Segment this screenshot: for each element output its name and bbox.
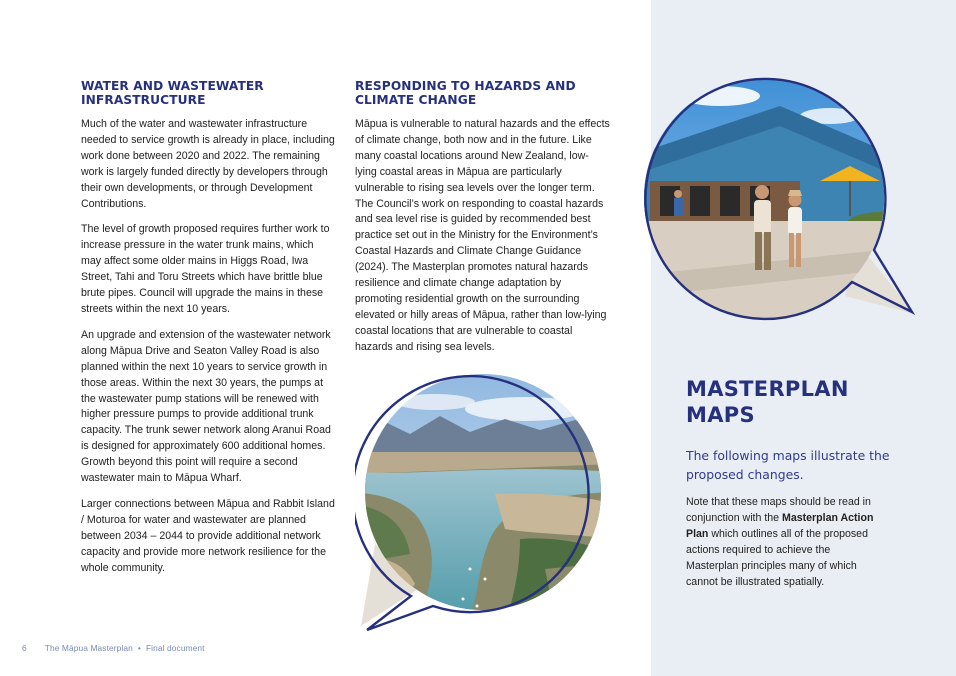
water-paragraph-2: The level of growth proposed requires further work to increase pressure in the water trunk mains, which may affect some older mains in Higgs Road, Iwa Street, Tahi and Toru Streets which have brittle blue brute pipes. Council will upgrade the mains in these streets within the next 10 years.: [81, 223, 330, 315]
masterplan-note: [686, 494, 876, 590]
water-paragraph-1: Much of the water and wastewater infrastructure needed to service growth is already in place, including work done between 2020 and 2022. The remaining work is largely funded directly by developers through their own developments, or through Development Contributions.: [81, 118, 335, 210]
estuary-aerial-photo: [355, 364, 615, 636]
page-number: 6: [22, 643, 27, 653]
masterplan-title-line-2: MAPS: [686, 403, 755, 427]
water-infrastructure-heading: WATER AND WASTEWATER INFRASTRUCTURE: [81, 79, 264, 107]
page-footer: [22, 643, 205, 653]
water-paragraph-4: Larger connections between Māpua and Rabbit Island / Moturoa for water and wastewater are planned between 2034 – 2044 to provide additional network capacity and provide more network resilience for the whole community.: [81, 497, 335, 574]
water-paragraph-3: An upgrade and extension of the wastewater network along Māpua Drive and Seaton Valley Road is also planned within the next 10 years to service growth in those areas. Within the next 30 years, the pumps at the wastewater pump stations will be renewed with higher pressure pumps to provide additional trunk capacity. The trunk sewer network along Aranui Road is designed for approximately 600 additional homes. Growth beyond this point will require a second wastewater main to Māpua Wharf.: [81, 328, 331, 485]
wharf-walkers-photo: [630, 76, 920, 338]
masterplan-note-pre: Note that these maps should be read in conjunction with the: [686, 496, 871, 524]
hazards-paragraph-1: Māpua is vulnerable to natural hazards and the effects of climate change, both now and in the future. Like many coastal locations around New Zealand, low-lying coastal areas in Māpua are particularly vulnerable to rising sea levels over the longer term. The Council’s work on responding to coastal hazards and sea level rise is guided by recommended best practice set out in the Ministry for the Environment’s Coastal Hazards and Climate Change Guidance (2024). The Masterplan promotes natural hazards resilience and climate change adaptation by promoting residential growth on the surrounding elevated or hilly areas of Māpua, rather than low-lying coastal locations that are vulnerable to coastal hazards and rising sea levels.: [355, 118, 610, 353]
hazards-section: [355, 80, 610, 366]
masterplan-note-post: which outlines all of the proposed actions required to achieve the Masterplan principles many of which cannot be illustrated spatially.: [686, 528, 868, 588]
footer-doc-status: Final document: [145, 643, 205, 653]
masterplan-action-plan-emphasis: Masterplan Action Plan: [686, 512, 874, 540]
masterplan-title-line-1: MASTERPLAN: [686, 377, 849, 401]
water-infrastructure-section: [81, 80, 336, 586]
hazards-heading: RESPONDING TO HAZARDS AND CLIMATE CHANGE: [355, 79, 576, 107]
footer-separator: •: [137, 643, 141, 653]
masterplan-maps-title: [686, 376, 926, 428]
footer-doc-title: The Māpua Masterplan: [44, 643, 133, 653]
masterplan-subtitle: The following maps illustrate the proposed changes.: [686, 448, 890, 482]
